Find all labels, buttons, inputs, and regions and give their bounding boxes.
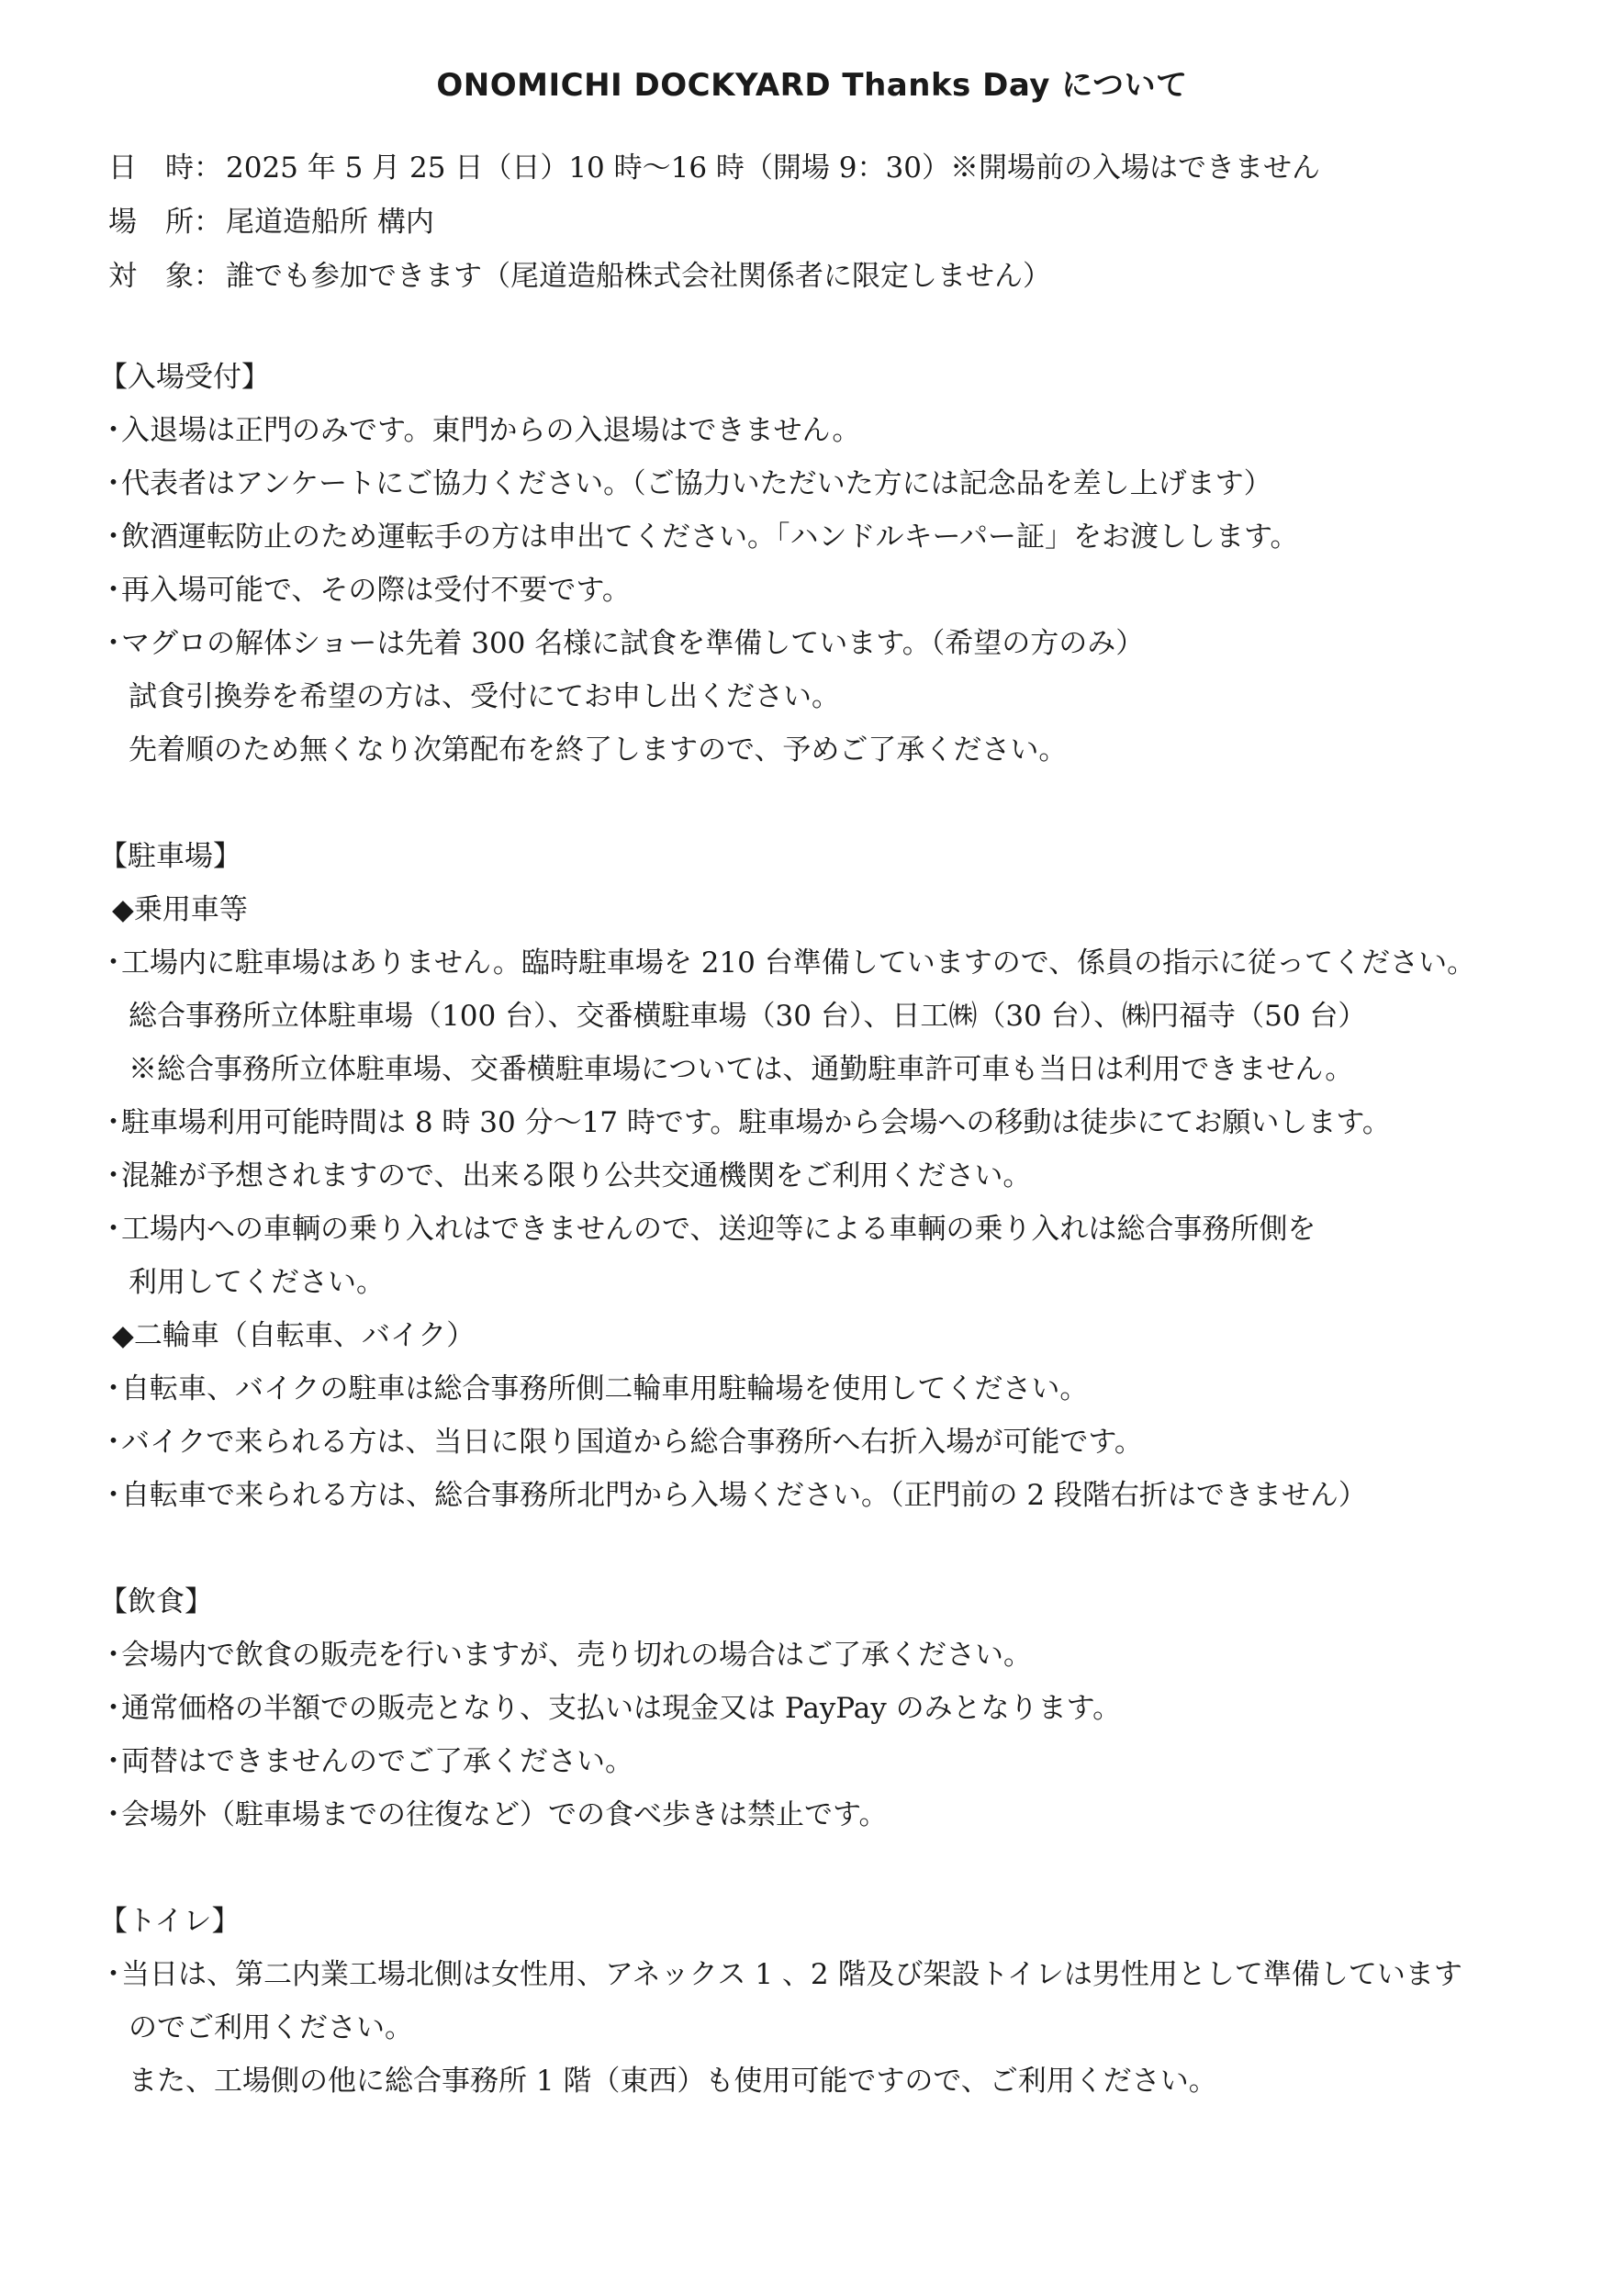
section-heading: 【駐車場】 <box>99 840 241 873</box>
bullet-marker: ・ <box>99 627 128 660</box>
list-item <box>99 1948 1568 2108</box>
list-item <box>99 1469 1568 1522</box>
bullet-marker: ・ <box>99 1692 128 1725</box>
sub-heading-bikes: ◆二輪車（自転車、バイク） <box>112 1319 476 1352</box>
list-item-continuation: また、工場側の他に総合事務所 1 階（東西）も使用可能ですので、ご利用ください。 <box>129 2065 1217 2098</box>
list-item <box>99 1149 1568 1203</box>
list-item-text: 代表者はアンケートにご協力ください。（ご協力いただいた方には記念品を差し上げます） <box>121 467 1272 500</box>
list-item <box>99 1788 1568 1842</box>
list-item-text: マグロの解体ショーは先着 300 名様に試食を準備しています。（希望の方のみ） <box>121 627 1145 660</box>
location-value: 尾道造船所 構内 <box>226 206 434 239</box>
list-item-text: 工場内に駐車場はありません。臨時駐車場を 210 台準備していますので、係員の指示に従ってください。 <box>121 946 1476 980</box>
list-item-text: 当日は、第二内業工場北側は女性用、アネックス 1 、2 階及び架設トイレは男性用として準備しています <box>121 1958 1462 1991</box>
location-label: 場 所： <box>108 206 222 239</box>
list-item <box>99 1203 1568 1309</box>
list-item <box>99 936 1568 1096</box>
datetime-value: 2025 年 5 月 25 日（日）10 時～16 時（開場 9：30）※開場前の入場はできません <box>226 151 1320 185</box>
bullet-marker: ・ <box>99 1745 128 1778</box>
bullet-marker: ・ <box>99 1426 128 1459</box>
list-item-text: 自転車で来られる方は、総合事務所北門から入場ください。（正門前の 2 段階右折はできません） <box>121 1479 1367 1512</box>
list-item-text: 入退場は正門のみです。東門からの入退場はできません。 <box>121 414 861 447</box>
list-item <box>99 404 1568 457</box>
list-item-text: バイクで来られる方は、当日に限り国道から総合事務所へ右折入場が可能です。 <box>121 1426 1143 1459</box>
bullet-marker: ・ <box>99 1159 128 1192</box>
list-item-text: 両替はできませんのでご了承ください。 <box>121 1745 633 1778</box>
section-heading: 【トイレ】 <box>99 1905 241 1938</box>
list-item <box>99 564 1568 617</box>
list-item-text: 会場外（駐車場までの往復など）での食べ歩きは禁止です。 <box>121 1798 888 1831</box>
event-datetime <box>108 141 1540 196</box>
bullet-marker: ・ <box>99 1106 128 1139</box>
bullet-marker: ・ <box>99 1798 128 1831</box>
section-entry <box>99 351 1568 777</box>
bullet-marker: ・ <box>99 1958 128 1991</box>
bullet-marker: ・ <box>99 521 128 554</box>
list-item <box>99 457 1568 510</box>
audience-label: 対 象： <box>108 260 222 293</box>
section-parking <box>99 830 1568 1522</box>
list-item <box>99 1629 1568 1682</box>
list-item <box>99 1682 1568 1735</box>
list-item <box>99 1735 1568 1788</box>
list-item-continuation: 利用してください。 <box>129 1266 385 1299</box>
list-item <box>99 1362 1568 1416</box>
notice-content <box>99 351 1568 2161</box>
list-item-continuation: 総合事務所立体駐車場（100 台）、交番横駐車場（30 台）、日工㈱（30 台）、㈱円福寺（50 台） <box>129 1000 1367 1033</box>
list-item-text: 会場内で飲食の販売を行いますが、売り切れの場合はご了承ください。 <box>121 1639 1032 1672</box>
bullet-list <box>99 1629 1568 1842</box>
event-details <box>108 141 1540 304</box>
bullet-marker: ・ <box>99 946 128 980</box>
section-heading: 【入場受付】 <box>99 361 270 394</box>
list-item-continuation: 先着順のため無くなり次第配布を終了しますので、予めご了承ください。 <box>129 733 1068 767</box>
list-item-text: 駐車場利用可能時間は 8 時 30 分～17 時です。駐車場から会場への移動は徒歩にてお願いします。 <box>121 1106 1391 1139</box>
list-item-continuation: 試食引換券を希望の方は、受付にてお申し出ください。 <box>129 680 840 713</box>
list-item <box>99 1096 1568 1149</box>
list-item-text: 工場内への車輌の乗り入れはできませんので、送迎等による車輌の乗り入れは総合事務所側を <box>121 1213 1316 1246</box>
list-item <box>99 510 1568 564</box>
list-item-continuation: ※総合事務所立体駐車場、交番横駐車場については、通勤駐車許可車も当日は利用できません。 <box>129 1053 1354 1086</box>
section-food <box>99 1575 1568 1842</box>
bullet-marker: ・ <box>99 1479 128 1512</box>
event-audience <box>108 250 1540 304</box>
bullet-marker: ・ <box>99 1372 128 1405</box>
list-item-text: 混雑が予想されますので、出来る限り公共交通機関をご利用ください。 <box>121 1159 1032 1192</box>
list-item-text: 再入場可能で、その際は受付不要です。 <box>121 574 631 607</box>
list-item <box>99 1416 1568 1469</box>
list-item-continuation: のでご利用ください。 <box>129 2011 413 2044</box>
list-item-text: 飲酒運転防止のため運転手の方は申出てください。「ハンドルキーパー証」をお渡しします。 <box>121 521 1299 554</box>
bullet-list <box>99 1362 1568 1522</box>
bullet-marker: ・ <box>99 574 128 607</box>
sub-heading-cars: ◆乗用車等 <box>112 893 248 926</box>
datetime-label: 日 時： <box>108 151 222 185</box>
page-title: ONOMICHI DOCKYARD Thanks Day について <box>436 67 1188 104</box>
audience-value: 誰でも参加できます（尾道造船株式会社関係者に限定しません） <box>226 260 1051 293</box>
bullet-list <box>99 1948 1568 2108</box>
bullet-marker: ・ <box>99 1639 128 1672</box>
bullet-list <box>99 404 1568 777</box>
list-item-text: 自転車、バイクの駐車は総合事務所側二輪車用駐輪場を使用してください。 <box>121 1372 1089 1405</box>
bullet-marker: ・ <box>99 1213 128 1246</box>
list-item-text: 通常価格の半額での販売となり、支払いは現金又は PayPay のみとなります。 <box>121 1692 1122 1725</box>
section-toilet <box>99 1895 1568 2108</box>
bullet-marker: ・ <box>99 414 128 447</box>
bullet-marker: ・ <box>99 467 128 500</box>
bullet-list <box>99 936 1568 1309</box>
event-location <box>108 196 1540 250</box>
list-item <box>99 617 1568 777</box>
section-heading: 【飲食】 <box>99 1585 213 1618</box>
